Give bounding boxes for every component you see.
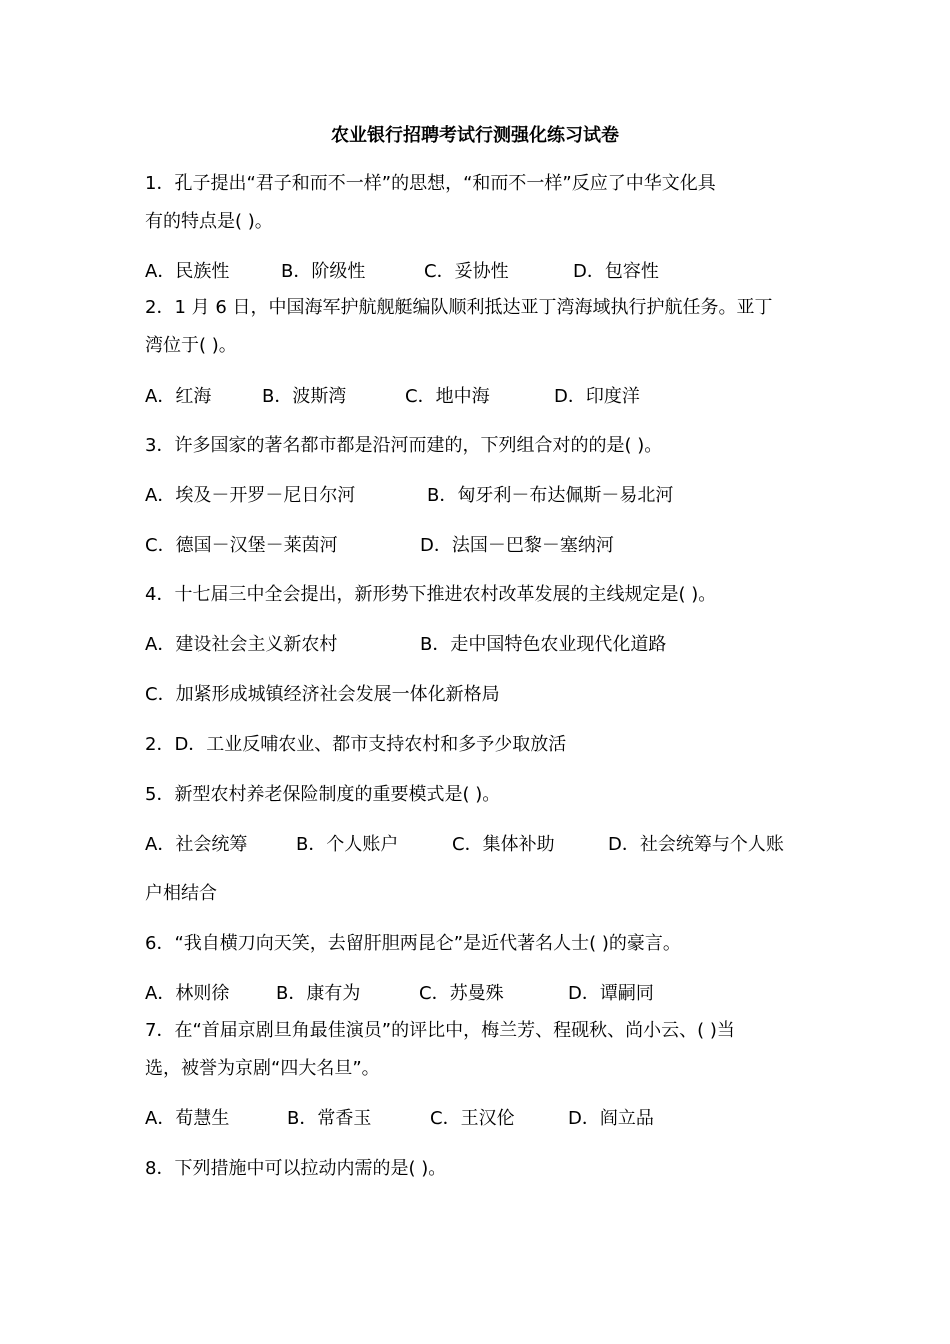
question-2-option-c: C．地中海 xyxy=(405,386,490,407)
question-3-option-c: C．德国－汉堡－莱茵河 xyxy=(145,535,338,556)
question-6-option-d: D．谭嗣同 xyxy=(568,983,654,1004)
question-5-option-b: B．个人账户 xyxy=(296,834,399,855)
question-1-text-line-2: 有的特点是( )。 xyxy=(145,211,273,232)
question-1-option-d: D．包容性 xyxy=(573,261,659,282)
question-7-text-line-2: 选，被誉为京剧“四大名旦”。 xyxy=(145,1058,380,1079)
question-5-option-c: C．集体补助 xyxy=(452,834,555,855)
question-5-option-a: A．社会统筹 xyxy=(145,834,248,855)
question-7-option-d: D．阎立品 xyxy=(568,1108,654,1129)
question-4-option-d: 2．D．工业反哺农业、都市支持农村和多予少取放活 xyxy=(145,734,567,755)
question-6-option-b: B．康有为 xyxy=(276,983,361,1004)
question-6-option-a: A．林则徐 xyxy=(145,983,230,1004)
question-7-option-c: C．王汉伦 xyxy=(430,1108,515,1129)
question-6-text: 6．“我自横刀向天笑，去留肝胆两昆仑”是近代著名人士( )的豪言。 xyxy=(145,933,681,954)
question-3-option-a: A．埃及－开罗－尼日尔河 xyxy=(145,485,356,506)
question-3-option-b: B．匈牙利－布达佩斯－易北河 xyxy=(427,485,674,506)
question-4-option-a: A．建设社会主义新农村 xyxy=(145,634,338,655)
question-2-text-line-2: 湾位于( )。 xyxy=(145,335,237,356)
question-4-option-b: B．走中国特色农业现代化道路 xyxy=(420,634,667,655)
question-3-option-d: D．法国－巴黎－塞纳河 xyxy=(420,535,614,556)
question-7-option-a: A．荀慧生 xyxy=(145,1108,230,1129)
question-2-text-line-1: 2．1 月 6 日，中国海军护航舰艇编队顺利抵达亚丁湾海域执行护航任务。亚丁 xyxy=(145,297,773,318)
question-5-option-d: D．社会统筹与个人账 xyxy=(608,834,784,855)
question-5-text: 5．新型农村养老保险制度的重要模式是( )。 xyxy=(145,784,501,805)
question-1-option-c: C．妥协性 xyxy=(424,261,509,282)
question-7-option-b: B．常香玉 xyxy=(287,1108,372,1129)
question-3-text: 3．许多国家的著名都市都是沿河而建的，下列组合对的的是( )。 xyxy=(145,435,663,456)
question-4-text: 4．十七届三中全会提出，新形势下推进农村改革发展的主线规定是( )。 xyxy=(145,584,717,605)
document-title: 农业银行招聘考试行测强化练习试卷 xyxy=(331,125,619,146)
question-7-text-line-1: 7．在“首届京剧旦角最佳演员”的评比中，梅兰芳、程砚秋、尚小云、( )当 xyxy=(145,1020,735,1041)
question-2-option-d: D．印度洋 xyxy=(554,386,640,407)
question-8-text: 8．下列措施中可以拉动内需的是( )。 xyxy=(145,1158,447,1179)
question-4-option-c: C．加紧形成城镇经济社会发展一体化新格局 xyxy=(145,684,500,705)
question-2-option-b: B．波斯湾 xyxy=(262,386,347,407)
question-1-text-line-1: 1．孔子提出“君子和而不一样”的思想，“和而不一样”反应了中华文化具 xyxy=(145,173,716,194)
question-1-option-a: A．民族性 xyxy=(145,261,230,282)
question-6-option-c: C．苏曼殊 xyxy=(419,983,504,1004)
question-5-option-d-continuation: 户相结合 xyxy=(145,883,217,904)
question-2-option-a: A．红海 xyxy=(145,386,212,407)
question-1-option-b: B．阶级性 xyxy=(281,261,366,282)
